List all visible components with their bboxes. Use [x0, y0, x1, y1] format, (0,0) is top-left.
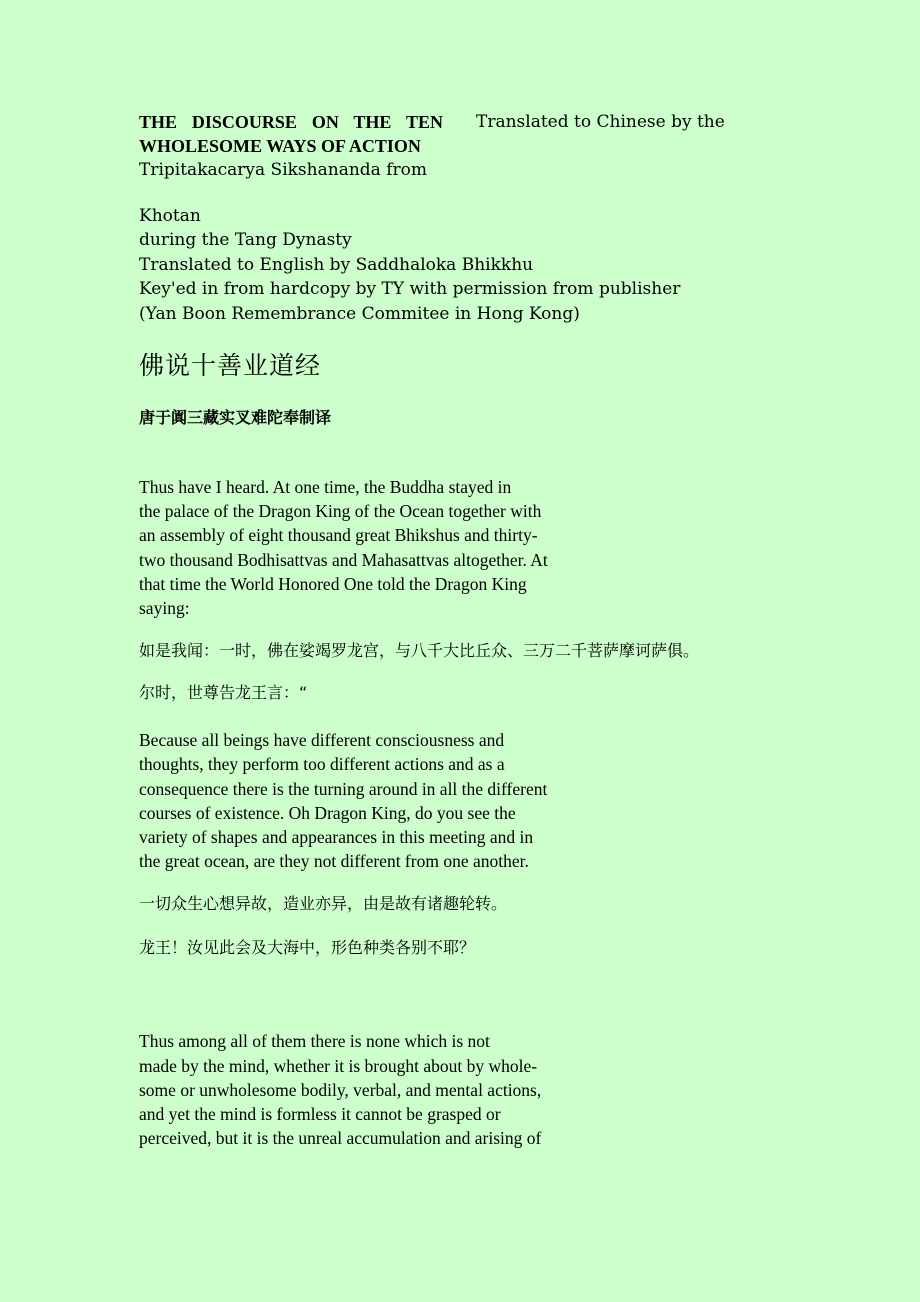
paragraph-line: thoughts, they perform too different actions and as a	[139, 754, 505, 775]
paragraph-line: Because all beings have different consciousness and	[139, 730, 505, 751]
paragraph-line: an assembly of eight thousand great Bhikshus and thirty-	[139, 525, 538, 546]
translation-credit-line-b: Tripitakacarya Sikshananda from	[139, 160, 427, 180]
paragraph-line: the great ocean, are they not different from one another.	[139, 851, 529, 872]
publication-meta	[139, 204, 839, 326]
chinese-line-1: 如是我闻：一时，佛在娑竭罗龙宫，与八千大比丘众、三万二千菩萨摩诃萨俱。	[139, 641, 700, 661]
paragraph-line: Thus have I heard. At one time, the Buddha stayed in	[139, 477, 512, 498]
paragraph-line: the palace of the Dragon King of the Ocean together with	[139, 501, 542, 522]
paragraph-line: made by the mind, whether it is brought about by whole-	[139, 1055, 538, 1076]
title-line-2: WHOLESOME WAYS OF ACTION	[139, 136, 421, 156]
chinese-line-3: 一切众生心想异故，造业亦异，由是故有诸趣轮转。	[139, 894, 508, 914]
meta-line: during the Tang Dynasty	[139, 230, 352, 251]
paragraph-line: that time the World Honored One told the Dragon King	[139, 573, 527, 594]
chinese-line-2: 尔时，世尊告龙王言：“	[139, 683, 308, 703]
paragraph-line: variety of shapes and appearances in this meeting and in	[139, 827, 534, 848]
english-paragraph-2	[139, 728, 839, 873]
meta-line: Translated to English by Saddhaloka Bhikkhu	[139, 254, 534, 275]
chinese-title: 佛说十善业道经	[139, 351, 322, 381]
paragraph-line: and yet the mind is formless it cannot be grasped or	[139, 1104, 501, 1125]
document-title	[139, 110, 443, 158]
paragraph-line: some or unwholesome bodily, verbal, and mental actions,	[139, 1079, 542, 1100]
paragraph-line: perceived, but it is the unreal accumulation and arising of	[139, 1128, 542, 1149]
paragraph-line: Thus among all of them there is none which is not	[139, 1031, 490, 1052]
meta-line: (Yan Boon Remembrance Commitee in Hong Kong)	[139, 303, 580, 324]
document-page	[139, 110, 839, 1150]
meta-line: Khotan	[139, 206, 201, 226]
chinese-line-4: 龙王！汝见此会及大海中，形色种类各别不耶？	[139, 938, 476, 958]
translation-credit-line-a: Translated to Chinese by the	[476, 112, 725, 132]
paragraph-line: courses of existence. Oh Dragon King, do you see the	[139, 802, 516, 823]
meta-line: Key'ed in from hardcopy by TY with permission from publisher	[139, 279, 681, 300]
paragraph-line: two thousand Bodhisattvas and Mahasattvas altogether. At	[139, 549, 548, 570]
paragraph-line: consequence there is the turning around in all the different	[139, 778, 548, 799]
english-paragraph-1	[139, 475, 839, 620]
paragraph-line: saying:	[139, 598, 190, 619]
english-paragraph-3	[139, 1029, 839, 1150]
title-line-1: THE DISCOURSE ON THE TEN	[139, 112, 443, 132]
chinese-subtitle: 唐于阗三藏实叉难陀奉制译	[139, 408, 332, 428]
document-header	[139, 110, 839, 182]
